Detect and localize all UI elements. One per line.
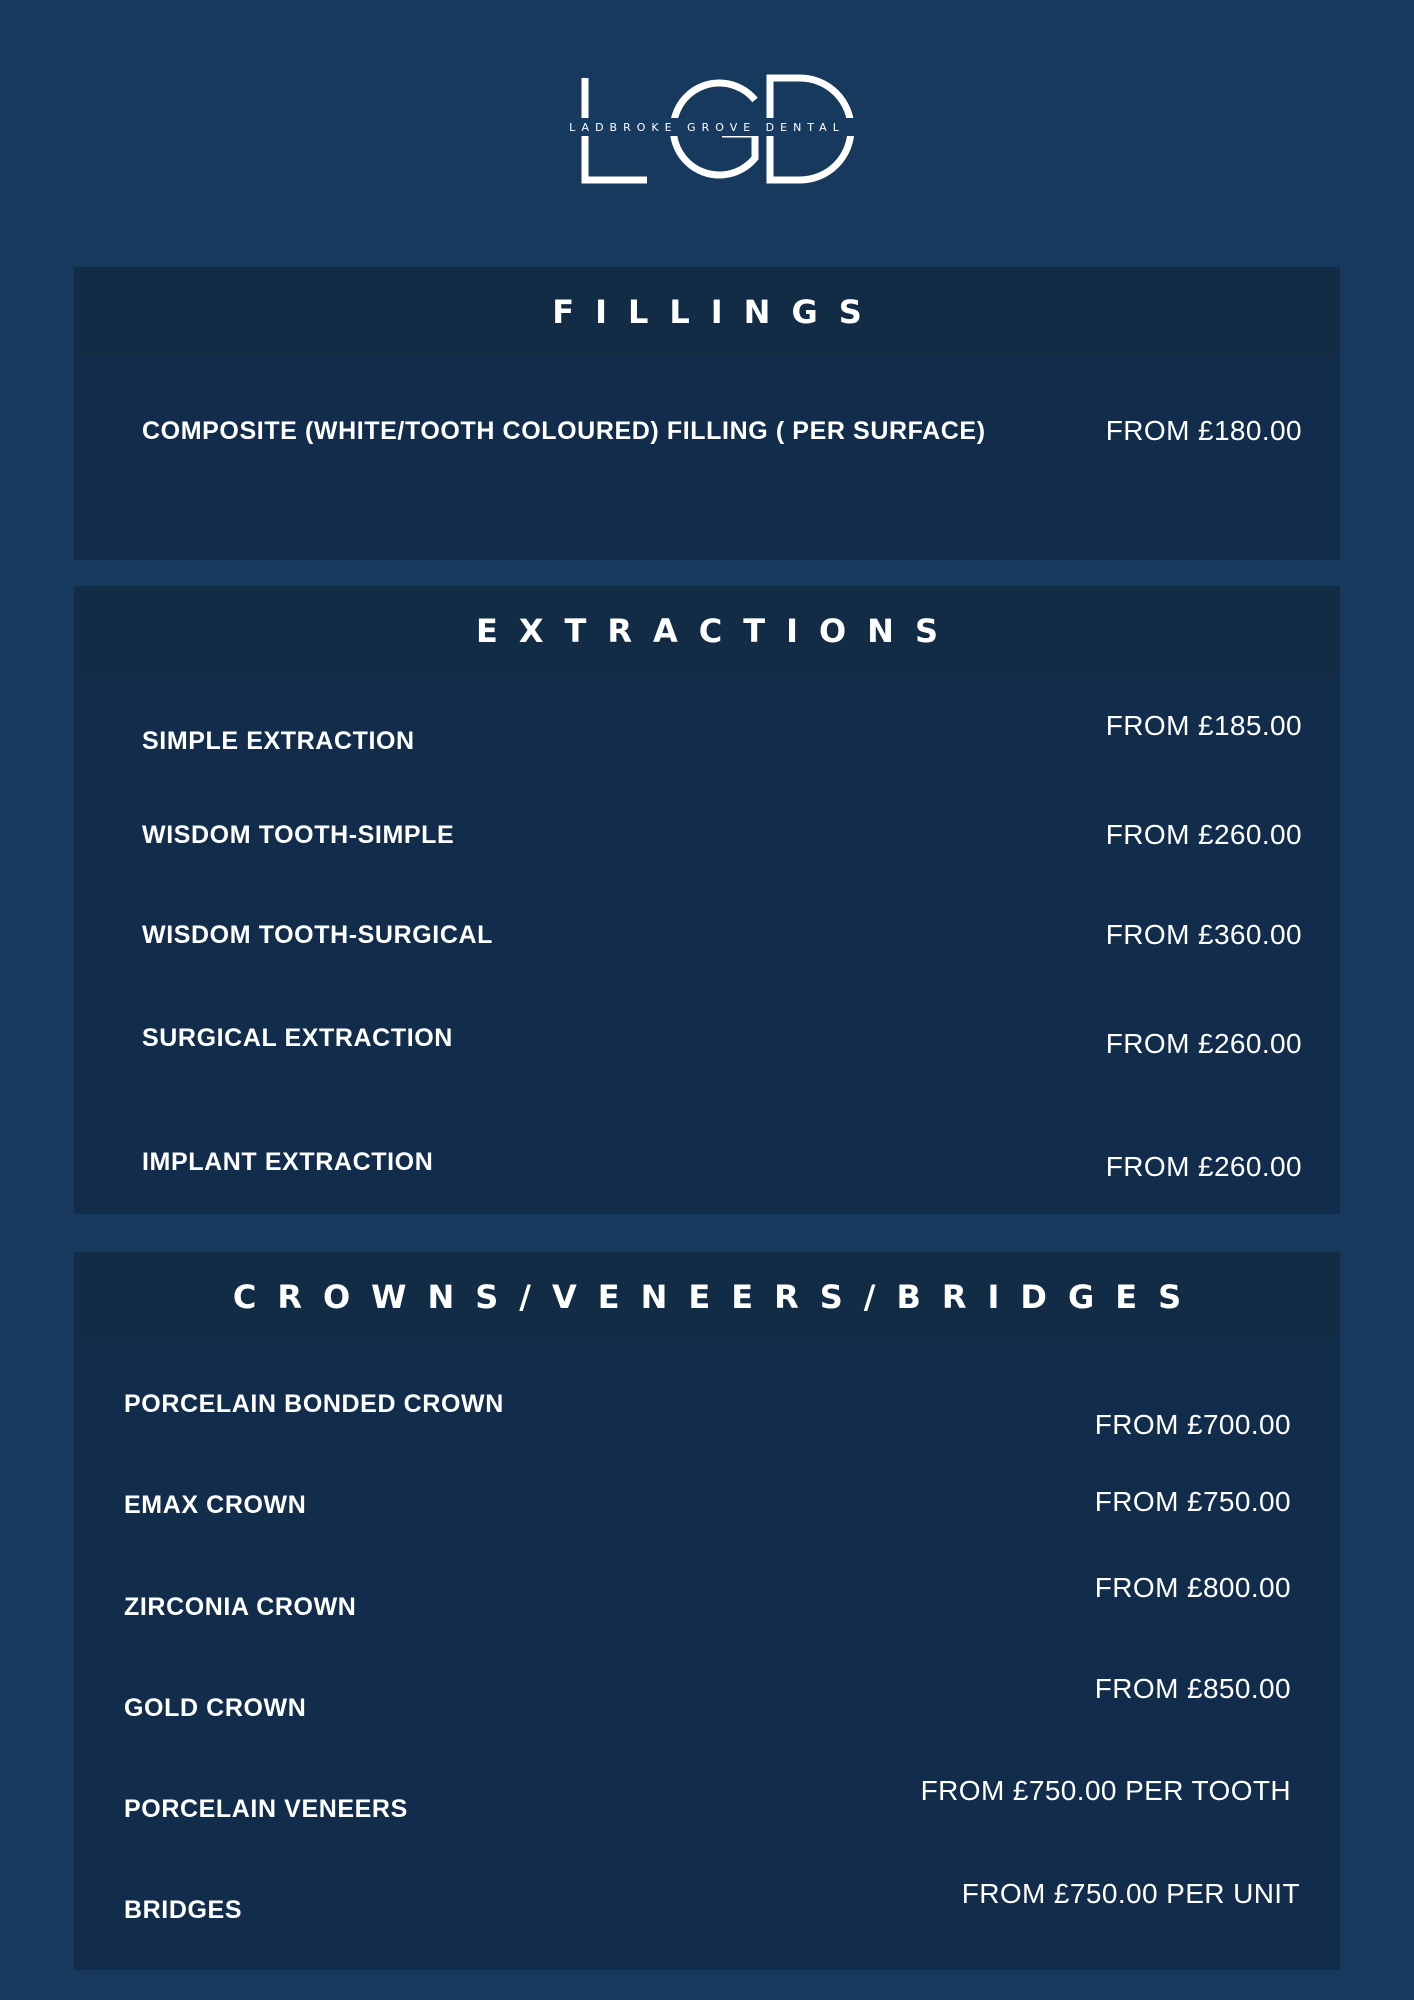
treatment-price: FROM £260.00 <box>1105 1151 1302 1182</box>
treatment-price: FROM £180.00 <box>1105 415 1302 446</box>
treatment-price: FROM £750.00 PER TOOTH <box>920 1775 1291 1806</box>
treatment-price: FROM £360.00 <box>1105 919 1302 950</box>
treatment-price: FROM £700.00 <box>1094 1409 1291 1440</box>
section-fillings <box>74 267 1340 560</box>
treatment-price: FROM £850.00 <box>1094 1673 1291 1704</box>
section-crowns-veneers-bridges <box>74 1252 1340 1970</box>
treatment-name: IMPLANT EXTRACTION <box>142 1148 434 1176</box>
section-title: CROWNS/VENEERS/BRIDGES <box>232 1278 1203 1316</box>
treatment-name: BRIDGES <box>124 1896 243 1924</box>
treatment-name: WISDOM TOOTH-SURGICAL <box>142 921 494 949</box>
treatment-name: EMAX CROWN <box>124 1491 307 1519</box>
treatment-name: SURGICAL EXTRACTION <box>142 1024 453 1052</box>
treatment-price: FROM £800.00 <box>1094 1572 1291 1603</box>
treatment-name: WISDOM TOOTH-SIMPLE <box>142 821 455 849</box>
section-header <box>74 1252 1340 1342</box>
treatment-name: GOLD CROWN <box>124 1694 307 1722</box>
section-title: FILLINGS <box>552 293 883 331</box>
section-extractions <box>74 586 1340 1214</box>
section-header <box>74 267 1340 357</box>
treatment-name: COMPOSITE (WHITE/TOOTH COLOURED) FILLING ( PER SURFACE) <box>142 417 986 445</box>
section-header <box>74 586 1340 676</box>
treatment-price: FROM £260.00 <box>1105 819 1302 850</box>
logo <box>0 70 1414 190</box>
treatment-price: FROM £750.00 PER UNIT <box>961 1878 1300 1909</box>
section-title: EXTRACTIONS <box>475 612 959 650</box>
treatment-price: FROM £260.00 <box>1105 1028 1302 1059</box>
treatment-name: SIMPLE EXTRACTION <box>142 727 415 755</box>
treatment-name: ZIRCONIA CROWN <box>124 1593 357 1621</box>
lgd-logo-icon <box>517 70 897 190</box>
logo-tagline: LADBROKE GROVE DENTAL <box>569 121 845 134</box>
treatment-name: PORCELAIN BONDED CROWN <box>124 1390 504 1418</box>
treatment-name: PORCELAIN VENEERS <box>124 1795 408 1823</box>
treatment-price: FROM £750.00 <box>1094 1486 1291 1517</box>
treatment-price: FROM £185.00 <box>1105 710 1302 741</box>
